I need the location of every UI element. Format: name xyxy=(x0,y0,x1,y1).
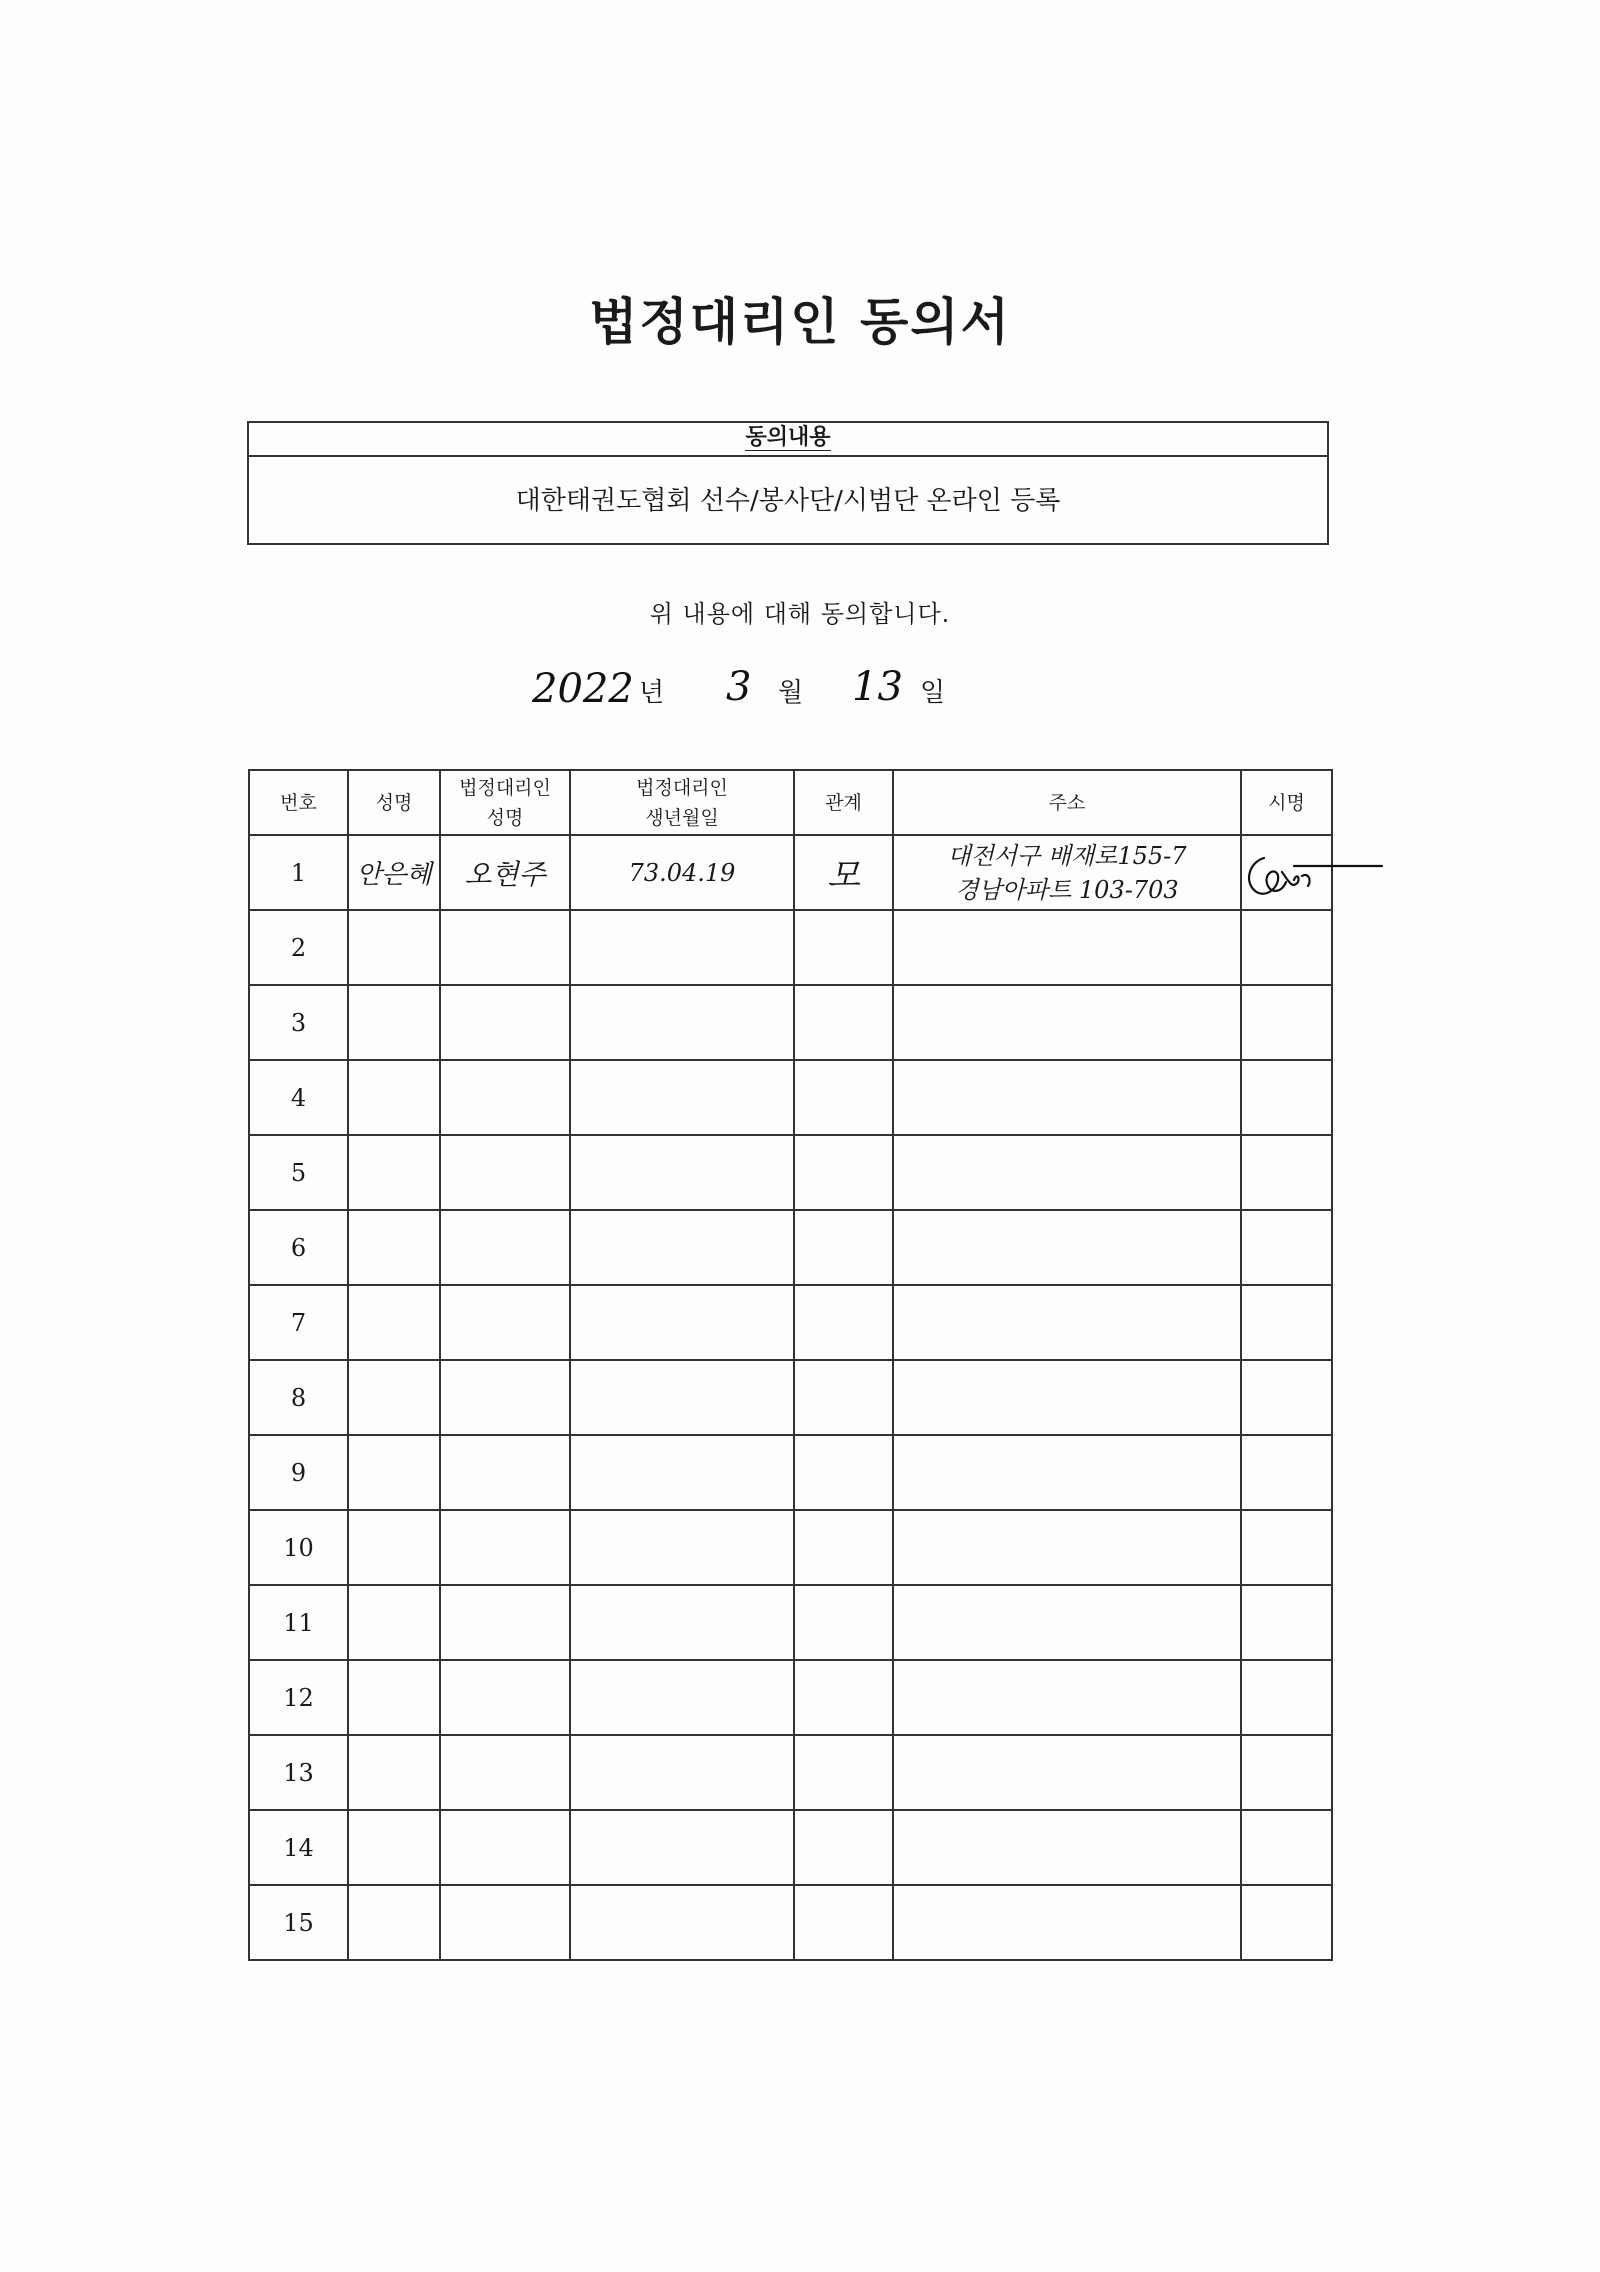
cell-no: 15 xyxy=(249,1885,348,1960)
col-header-signature: 시명 xyxy=(1241,770,1332,835)
cell-no: 3 xyxy=(249,985,348,1060)
table-row xyxy=(249,1210,1332,1285)
cell-name: 안은혜 xyxy=(348,835,440,910)
registration-table xyxy=(248,769,1333,1961)
cell-address-line2: 경남아파트 103-703 xyxy=(955,875,1179,904)
consent-box xyxy=(247,421,1329,545)
cell-no: 1 xyxy=(249,835,348,910)
consent-header-label: 동의내용 xyxy=(745,425,831,450)
table-row xyxy=(249,1135,1332,1210)
cell-no: 10 xyxy=(249,1510,348,1585)
cell-no: 14 xyxy=(249,1810,348,1885)
cell-signature xyxy=(1241,835,1332,910)
consent-header xyxy=(249,423,1327,457)
table-row xyxy=(249,1510,1332,1585)
page-title: 법정대리인 동의서 xyxy=(589,293,1011,351)
table-row xyxy=(249,1810,1332,1885)
date-month: 3 xyxy=(726,664,752,710)
cell-no: 5 xyxy=(249,1135,348,1210)
cell-address-line1: 대전서구 배재로155-7 xyxy=(947,841,1187,870)
table-row xyxy=(249,1660,1332,1735)
table-row xyxy=(249,1285,1332,1360)
date-month-unit: 월 xyxy=(778,678,804,708)
cell-no: 7 xyxy=(249,1285,348,1360)
cell-no: 4 xyxy=(249,1060,348,1135)
col-header-name: 성명 xyxy=(348,770,440,835)
cell-no: 11 xyxy=(249,1585,348,1660)
col-header-guardian-name xyxy=(440,770,570,835)
date-day-unit: 일 xyxy=(920,678,946,708)
signature-icon xyxy=(1242,836,1331,909)
date-year-unit: 년 xyxy=(639,678,665,708)
cell-relation: 모 xyxy=(794,835,893,910)
date-year: 2022 xyxy=(532,666,634,712)
table-row xyxy=(249,910,1332,985)
cell-guardian-birth: 73.04.19 xyxy=(570,835,794,910)
table-row xyxy=(249,835,1332,910)
cell-guardian-name: 오현주 xyxy=(440,835,570,910)
consent-body: 대한태권도협회 선수/봉사단/시범단 온라인 등록 xyxy=(515,486,1061,516)
col-header-guardian-birth xyxy=(570,770,794,835)
col-header-guardian-birth-line2: 생년월일 xyxy=(645,806,719,829)
table-row xyxy=(249,1435,1332,1510)
table-header-row xyxy=(249,770,1332,835)
col-header-guardian-name-line1: 법정대리인 xyxy=(459,776,551,799)
cell-address xyxy=(893,835,1241,910)
col-header-guardian-name-line2: 성명 xyxy=(486,806,524,829)
table-row xyxy=(249,1585,1332,1660)
cell-no: 12 xyxy=(249,1660,348,1735)
table-row xyxy=(249,985,1332,1060)
table-row xyxy=(249,1360,1332,1435)
col-header-guardian-birth-line1: 법정대리인 xyxy=(636,776,728,799)
table-row xyxy=(249,1885,1332,1960)
cell-no: 6 xyxy=(249,1210,348,1285)
table-row xyxy=(249,1060,1332,1135)
cell-no: 13 xyxy=(249,1735,348,1810)
col-header-relation: 관계 xyxy=(794,770,893,835)
table-row xyxy=(249,1735,1332,1810)
cell-no: 9 xyxy=(249,1435,348,1510)
col-header-address: 주소 xyxy=(893,770,1241,835)
agree-statement: 위 내용에 대해 동의합니다. xyxy=(649,600,951,628)
cell-no: 2 xyxy=(249,910,348,985)
col-header-no: 번호 xyxy=(249,770,348,835)
date-day: 13 xyxy=(852,664,903,710)
cell-no: 8 xyxy=(249,1360,348,1435)
